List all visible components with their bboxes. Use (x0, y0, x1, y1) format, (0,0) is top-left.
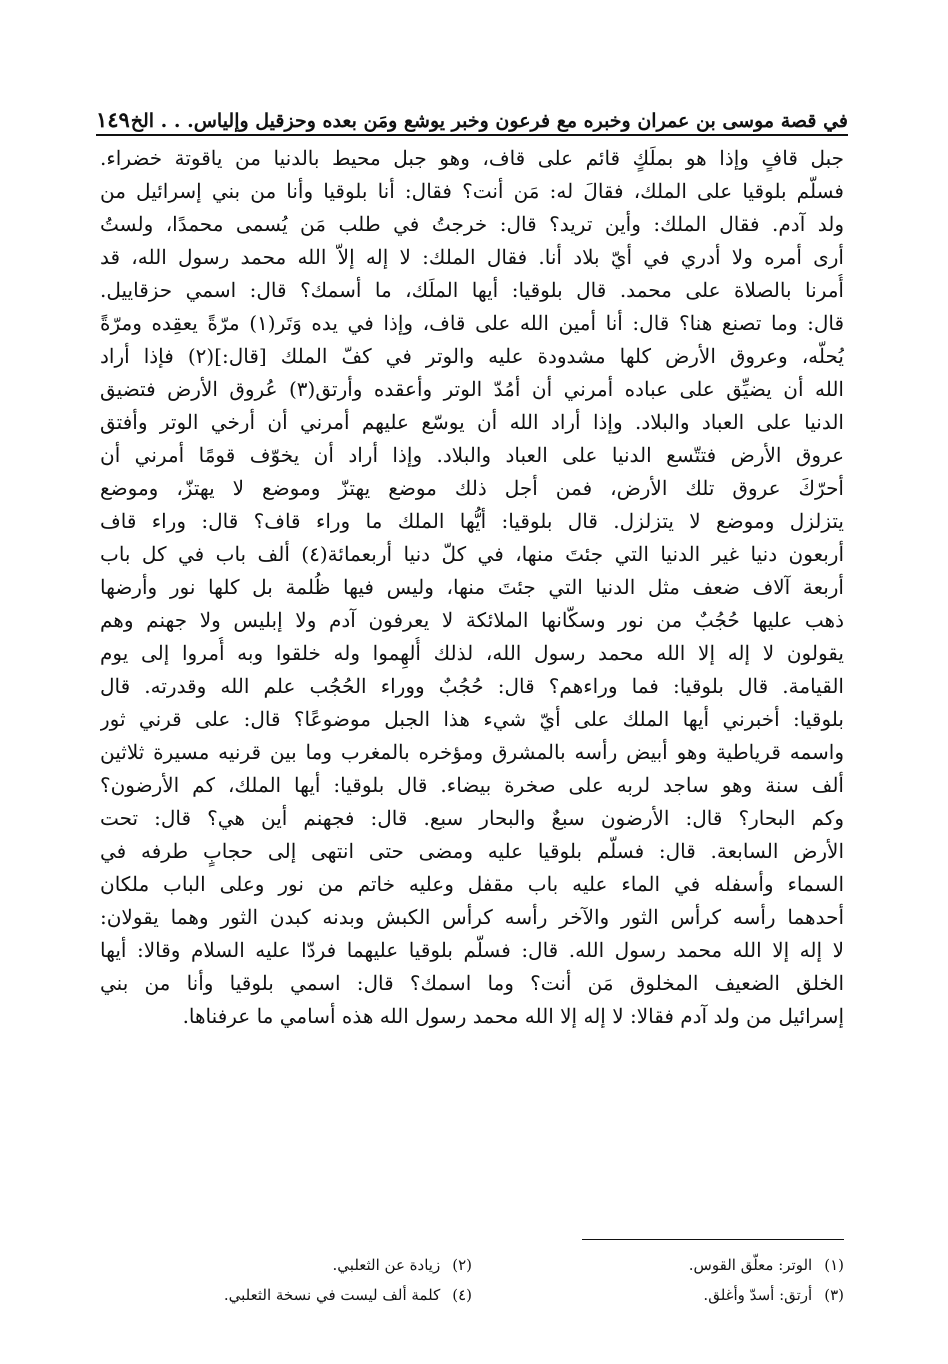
text-line: أُمرنا بالصلاة على محمد. قال بلوقيا: أيها الملَك، ما أسمك؟ قال: اسمي حزقاييل. (100, 278, 844, 302)
text-line: الخلق الضعيف المخلوق مَن أنت؟ وما اسمك؟ قال: اسمي بلوقيا وأنا من بني (100, 971, 844, 995)
text-line: أربعة آلاف ضعف مثل الدنيا التي جئتَ منها، وليس فيها ظُلمة بل كلها نور وأرضها (100, 575, 844, 599)
footnote-text: أرتق: أسدّ وأغلق. (703, 1286, 813, 1304)
footnote-number: (١) (824, 1256, 844, 1274)
footnote-number: (٣) (824, 1286, 844, 1304)
header-title: في قصة موسى بن عمران وخبره مع فرعون وخبر يوشع ومَن بعده وحزقيل وإلياس. . . الخ (130, 110, 848, 132)
footnote-number: (٤) (452, 1286, 472, 1304)
text-line: أحدهما رأسه كرأس الثور والآخر رأسه كرأس الكبش وبدنه كبدن الثور وهما يقولان: (100, 905, 844, 929)
footnote-text: كلمة ألف ليست في نسخة الثعلبي. (223, 1286, 441, 1304)
text-line: ألف سنة وهو ساجد لربه على صخرة بيضاء. قال بلوقيا: أيها الملك، كم الأرضون؟ (100, 773, 844, 797)
text-line-last: إسرائيل من ولد آدم فقالا: لا إله إلا الله محمد رسول الله هذه أسامي ما عرفناها. (182, 1004, 844, 1028)
text-line: فسلّم بلوقيا على الملك، فقالَ له: مَن أنت؟ فقال: أنا بلوقيا وأنا من بني إسرائيل من (100, 179, 844, 203)
footnote-4 (140, 1280, 472, 1310)
text-line: أحرّكَ عروق تلك الأرض، فمن أجل ذلك موضع يهتزّ وموضع لا يهتزّ، وموضع (100, 476, 844, 500)
text-line: عروق الأرض فتتّسع الدنيا على العباد والبلاد. وإذا أراد أن يخوّف قومًا أمرني أن (100, 443, 844, 467)
text-line: واسمه قرياطية وهو أبيض رأسه بالمشرق ومؤخره بالمغرب وما بين قرنيه مسيرة ثلاثين (100, 740, 844, 764)
text-line: جبل قافٍ وإذا هو بملَكٍ قائم على قاف، وهو جبل محيط بالدنيا من ياقوتة خضراء. (100, 146, 844, 170)
text-line: يقولون لا إله إلا الله محمد رسول الله، لذلك أُلهِموا وله خلقوا وبه أُمروا إلى يوم (100, 641, 844, 665)
text-line: يتزلزل وموضع لا يتزلزل. قال بلوقيا: أيُّها الملك ما وراء قاف؟ قال: وراء قاف (100, 509, 844, 533)
text-line: لا إله إلا الله محمد رسول الله. قال: فسلّم بلوقيا عليهما فردّا عليه السلام وقالا: أيها (100, 938, 844, 962)
text-line: وكم البحار؟ قال: الأرضون سبعٌ والبحار سبع. قال: فجهنم أين هي؟ قال: تحت (100, 806, 844, 830)
footnote-divider (582, 1239, 844, 1240)
main-text (100, 142, 844, 1033)
footnote-2 (140, 1250, 472, 1280)
footnote-text: زيادة عن الثعلبي. (332, 1256, 441, 1274)
running-header (96, 84, 848, 132)
text-line: أربعون دنيا غير الدنيا التي جئتَ منها، في كلّ دنيا أربعمائة(٤) ألف باب في كل باب (100, 542, 844, 566)
text-line: الدنيا على العباد والبلاد. وإذا أراد الله أن يوسّع عليهم أمرني أن أرخي الوتر وأفتق (100, 410, 844, 434)
header-divider (96, 134, 848, 136)
text-line: قال: وما تصنع هنا؟ قال: أنا أمين الله على قاف، وإذا في يده وَتَر(١) مرّةً يعقِده ومرّةً (100, 311, 844, 335)
text-line: بلوقيا: أخبرني أيها الملك على أيّ شيء هذا الجبل موضوعًا؟ قال: على قرني ثور (100, 707, 844, 731)
footnotes (140, 1250, 844, 1310)
text-line: ولد آدم. فقال الملك: وأين تريد؟ قال: خرجتُ في طلب مَن يُسمى محمدًا، ولستُ (100, 212, 844, 236)
footnote-text: الوتر: معلّق القوس. (688, 1256, 813, 1274)
text-line: القيامة. قال بلوقيا: فما وراءهم؟ قال: حُجُبٌ ووراء الحُجُب علم الله وقدرته. قال (100, 674, 844, 698)
page-number: ١٤٩ (96, 107, 130, 132)
text-line: الأرض السابعة. قال: فسلّم بلوقيا عليه ومضى حتى انتهى إلى حجابٍ طرفه في (100, 839, 844, 863)
text-line: أرى أمره ولا أدري في أيّ بلاد أنا. فقال الملك: لا إله إلاّ الله محمد رسول الله، قد (100, 245, 844, 269)
text-line: الله أن يضيِّق على عباده أمرني أن أمُدّ الوتر وأعقده وأرتق(٣) عُروق الأرض فتضيق (100, 377, 844, 401)
text-line: يُحلّه، وعروق الأرض كلها مشدودة عليه والوتر في كفّ الملك [قال:](٢) فإذا أراد (100, 344, 844, 368)
footnote-3 (512, 1280, 844, 1310)
footnote-number: (٢) (452, 1256, 472, 1274)
footnote-1 (512, 1250, 844, 1280)
text-line: السماء وأسفله في الماء عليه باب مقفل وعليه خاتم من نور وعلى الباب ملكان (100, 872, 844, 896)
text-line: ذهب عليها حُجُبٌ من نور وسكّانها الملائكة لا يعرفون آدم ولا إبليس ولا جهنم وهم (100, 608, 844, 632)
